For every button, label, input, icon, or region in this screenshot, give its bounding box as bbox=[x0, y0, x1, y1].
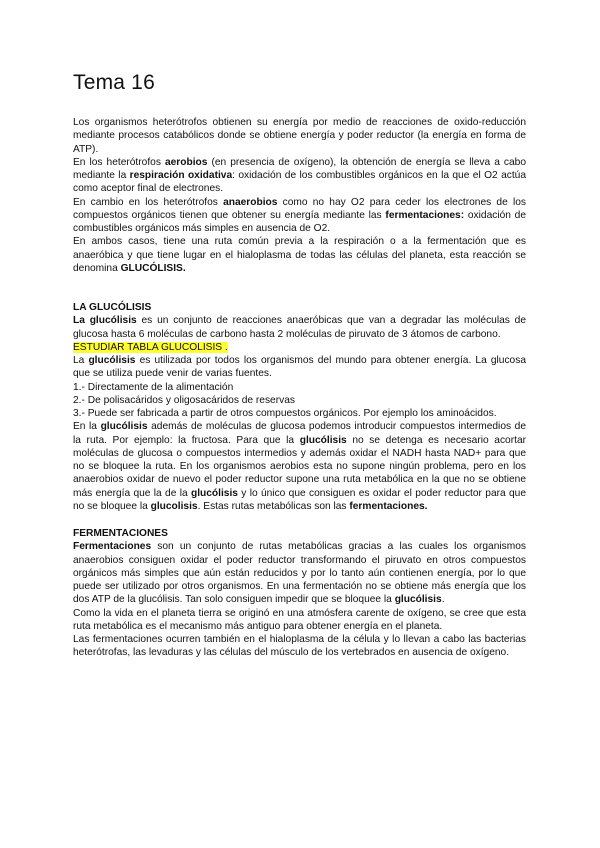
glucolisis-paragraph-2: La glucólisis es utilizada por todos los organismos del mundo para obtener energía. La glucosa que se utiliza puede venir de varias fuentes. bbox=[73, 355, 526, 380]
glucolisis-paragraph-3: En la glucólisis además de moléculas de glucosa podemos introducir compuestos intermedios de la ruta. Por ejemplo: la fructosa. Para que la glucólisis no se detenga es necesario acortar moléculas de glucosa o compuestos intermedios y además oxidar el NADH hasta NAD+ para que no se bloquee la ruta. En los organismos aerobios esta no supone ningún problema, pero en los anaerobios oxidar de nuevo el poder reductor supone una ruta metabólica en la que no se obtiene más energía que la de la glucólisis y lo único que consiguen es oxidar el poder reductor para que no se bloquee la glucolisis. Estas rutas metabólicas son las fermentaciones. bbox=[73, 421, 526, 512]
intro-paragraph-3: En cambio en los heterótrofos anaerobios como no hay O2 para ceder los electrones de los compuestos orgánicos tienen que obtener su energía mediante las fermentaciones: oxidación de combustibles orgánicos más simples en ausencia de O2. bbox=[73, 196, 527, 234]
intro-paragraph-2: En los heterótrofos aerobios (en presencia de oxígeno), la obtención de energía se lleva a cabo mediante la respiración oxidativa: oxidación de los combustibles orgánicos en la que el O2 actúa como aceptor final de electrones. bbox=[73, 156, 527, 195]
section-heading-glucolisis: LA GLUCÓLISIS bbox=[73, 302, 152, 313]
list-item: 2.- De polisacáridos y oligosacáridos de reservas bbox=[73, 394, 295, 406]
highlight-note: ESTUDIAR TABLA GLUCOLISIS . bbox=[73, 341, 228, 353]
page-title: Tema 16 bbox=[73, 71, 155, 94]
document-body bbox=[73, 116, 526, 660]
glucolisis-paragraph-1: La glucólisis es un conjunto de reacciones anaeróbicas que van a degradar las moléculas de glucosa hasta 6 moléculas de carbono hasta 2 moléculas de piruvato de 3 átomos de carbono. bbox=[73, 315, 526, 340]
fermentaciones-paragraph-1: Fermentaciones son un conjunto de rutas metabólicas gracias a las cuales los organismos anaerobios consiguen oxidar el poder reductor transformando el piruvato en otros compuestos orgánicos más simples que aún están reducidos y por lo tanto aún contienen energía, por lo que puede ser utilizado por otros organismos. En una fermentación no se obtiene más energía que los dos ATP de la glucólisis. Tan solo consiguen impedir que se bloquee la glucólisis. bbox=[73, 541, 526, 606]
intro-paragraph-4: En ambos casos, tiene una ruta común previa a la respiración o a la fermentación que es anaeróbica y que tiene lugar en el hialoplasma de todas las células del planeta, esta reacción se denomina GLUCÓLISIS. bbox=[73, 236, 526, 274]
intro-paragraph-1: Los organismos heterótrofos obtienen su energía por medio de reacciones de oxido-reducción mediante procesos catabólicos donde se obtiene energía y poder reductor (la energía en forma de ATP). bbox=[73, 117, 526, 155]
fermentaciones-paragraph-3: Las fermentaciones ocurren también en el hialoplasma de la célula y lo llevan a cabo las bacterias heterótrofas, las levaduras y las células del músculo de los vertebrados en ausencia de oxígeno. bbox=[73, 634, 526, 659]
fermentaciones-paragraph-2: Como la vida en el planeta tierra se originó en una atmósfera carente de oxígeno, se cree que esta ruta metabólica es el mecanismo más antiguo para obtener energía en el planeta. bbox=[73, 607, 526, 632]
section-heading-fermentaciones: FERMENTACIONES bbox=[73, 528, 168, 539]
list-item: 3.- Puede ser fabricada a partir de otros compuestos orgánicos. Por ejemplo los aminoácidos. bbox=[73, 408, 497, 419]
list-item: 1.- Directamente de la alimentación bbox=[73, 381, 234, 393]
